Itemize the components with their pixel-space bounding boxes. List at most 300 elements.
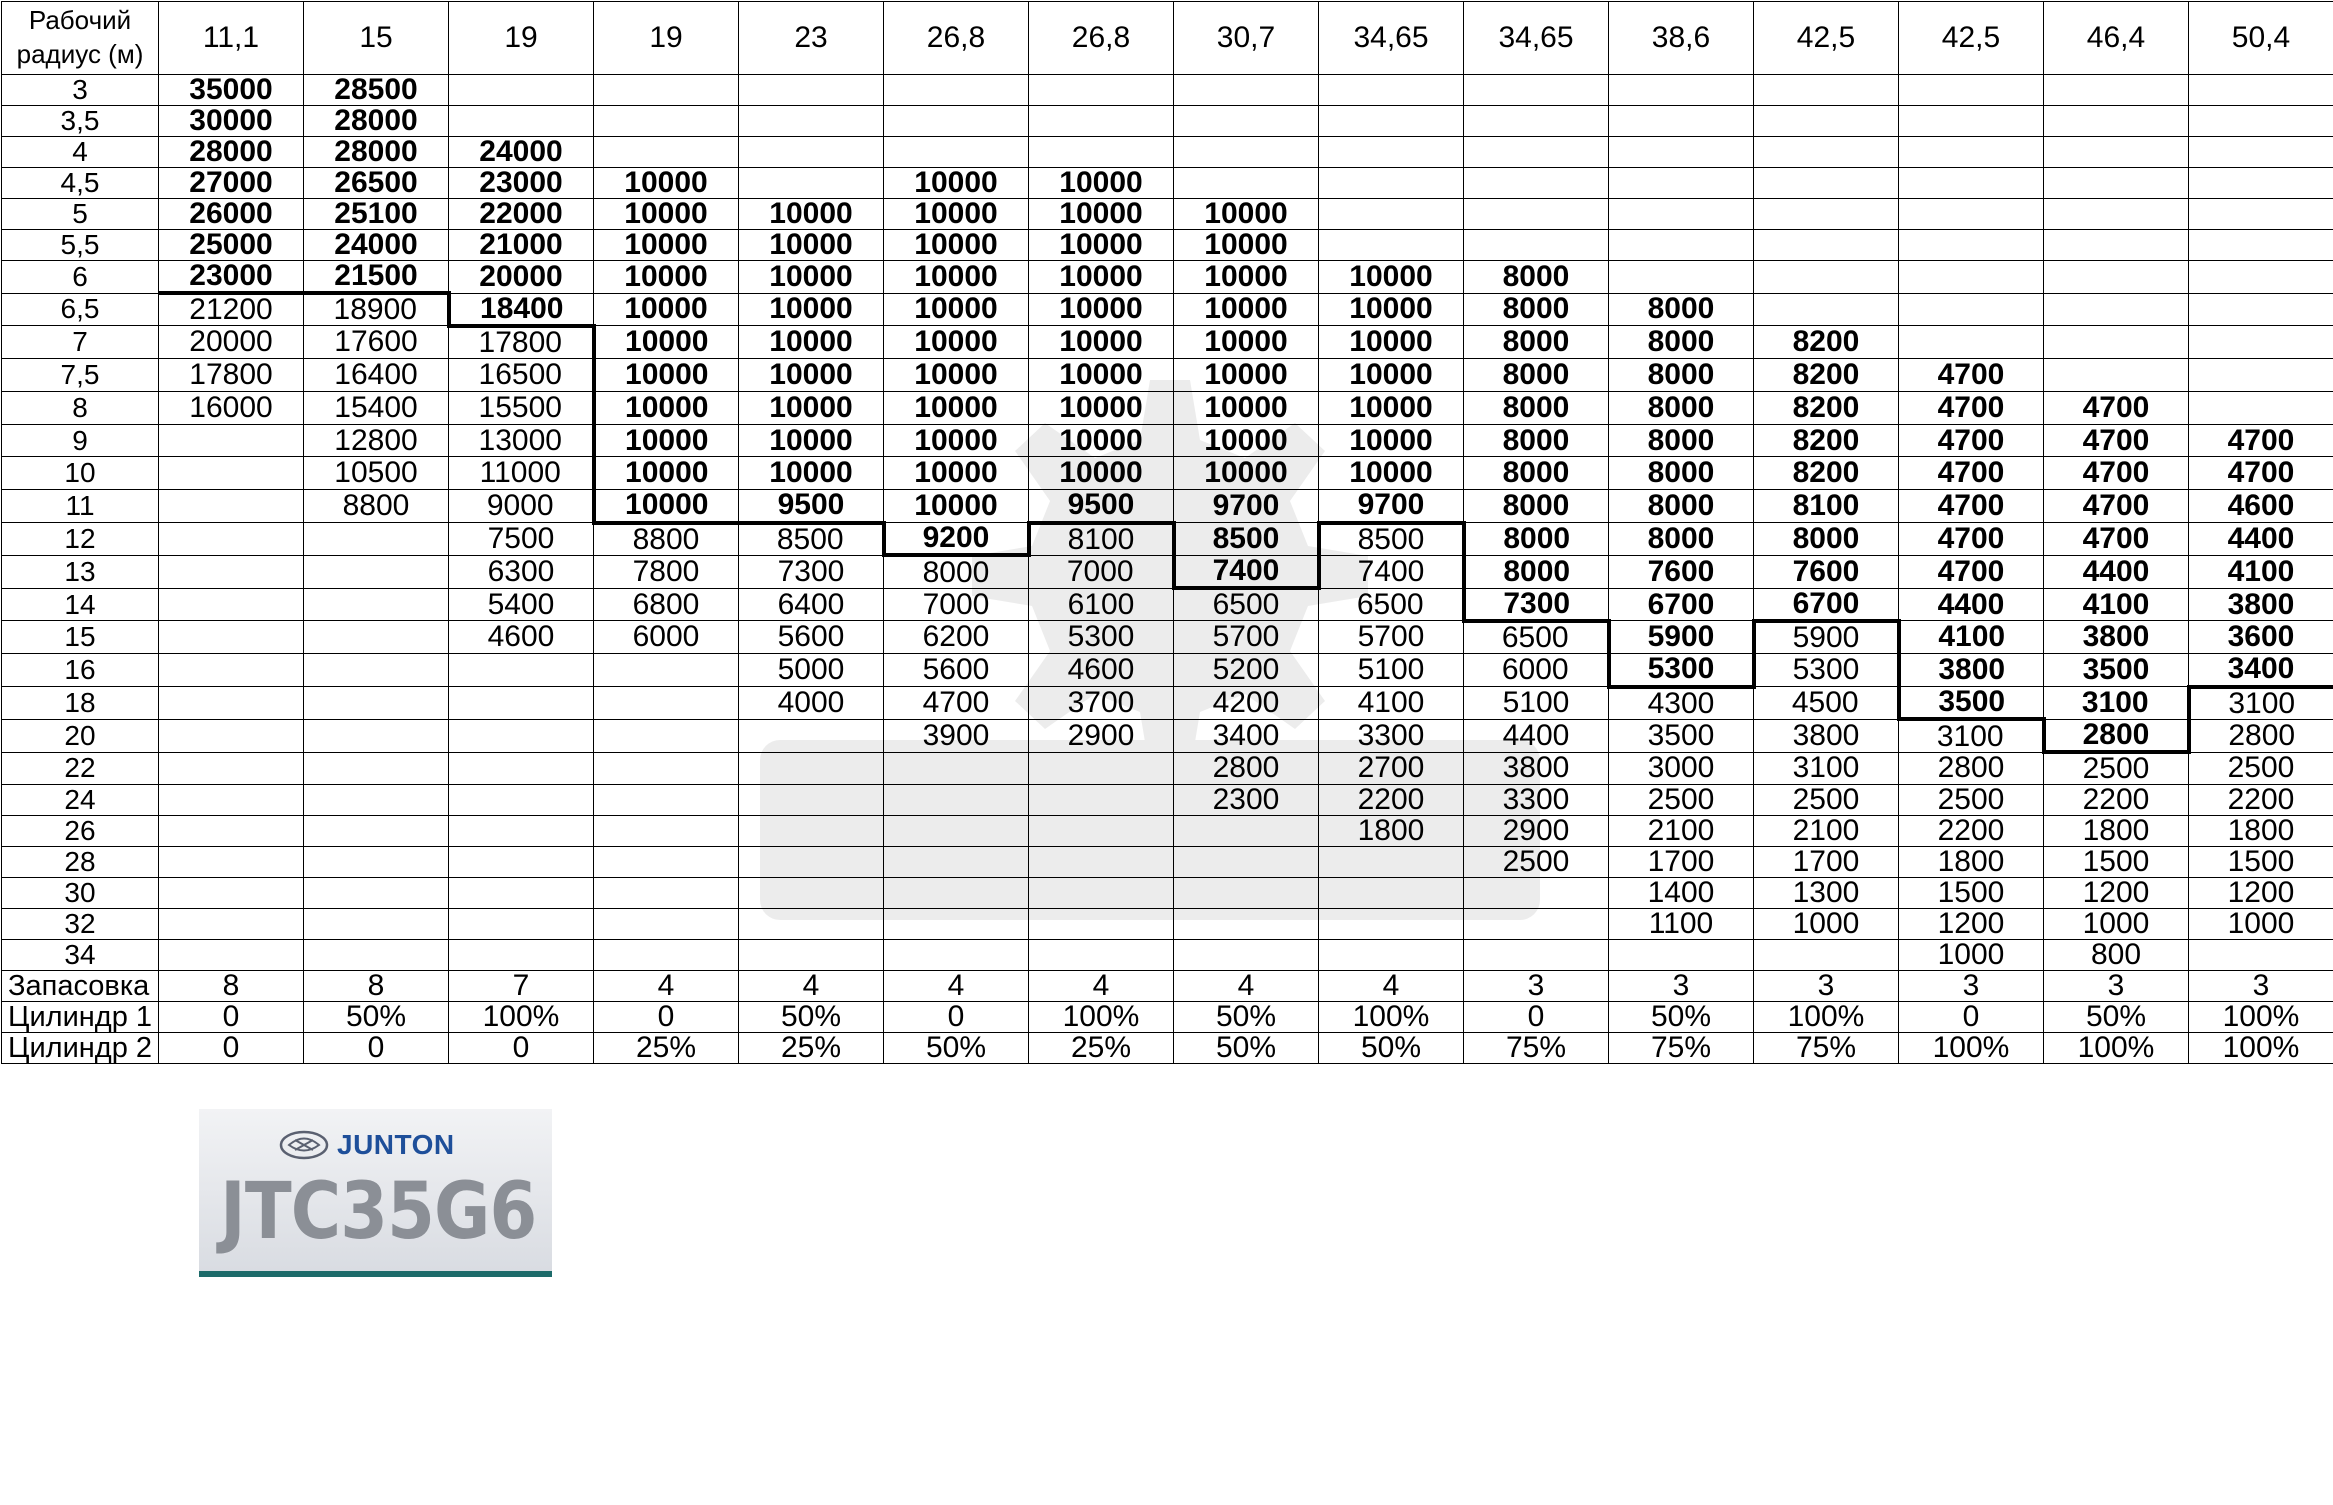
capacity-cell: 4700 xyxy=(1899,391,2044,424)
table-row xyxy=(2,490,2333,523)
capacity-cell xyxy=(594,785,739,816)
capacity-cell: 4700 xyxy=(1899,490,2044,523)
capacity-cell: 10000 xyxy=(739,359,884,392)
capacity-cell: 2200 xyxy=(1319,785,1464,816)
capacity-cell xyxy=(1899,75,2044,106)
capacity-cell: 4700 xyxy=(1899,523,2044,556)
capacity-cell: 1000 xyxy=(1754,909,1899,940)
capacity-cell: 9200 xyxy=(884,523,1029,556)
capacity-cell: 1700 xyxy=(1609,847,1754,878)
footer-label: Запасовка xyxy=(2,971,159,1002)
capacity-cell xyxy=(884,106,1029,137)
capacity-cell: 17800 xyxy=(159,359,304,392)
footer-cell: 100% xyxy=(2189,1002,2333,1033)
capacity-cell: 9000 xyxy=(449,490,594,523)
boom-length-header: 46,4 xyxy=(2044,2,2189,75)
capacity-cell xyxy=(1899,199,2044,230)
capacity-cell: 4700 xyxy=(2044,523,2189,556)
capacity-cell: 4700 xyxy=(2044,391,2189,424)
capacity-cell xyxy=(1029,137,1174,168)
radius-cell: 7 xyxy=(2,326,159,359)
capacity-cell: 10000 xyxy=(739,391,884,424)
radius-cell: 4,5 xyxy=(2,168,159,199)
capacity-cell: 6200 xyxy=(884,621,1029,654)
capacity-cell: 4700 xyxy=(1899,424,2044,457)
capacity-cell xyxy=(1174,816,1319,847)
capacity-cell: 17600 xyxy=(304,326,449,359)
capacity-cell: 8000 xyxy=(1464,424,1609,457)
capacity-cell: 4600 xyxy=(1029,654,1174,687)
footer-cell: 75% xyxy=(1609,1033,1754,1064)
capacity-cell: 10000 xyxy=(1319,359,1464,392)
capacity-cell: 10000 xyxy=(594,359,739,392)
capacity-cell: 4500 xyxy=(1754,687,1899,720)
capacity-cell: 2800 xyxy=(1899,752,2044,785)
capacity-cell: 8800 xyxy=(594,523,739,556)
capacity-cell xyxy=(594,719,739,752)
capacity-cell: 1800 xyxy=(2189,816,2333,847)
logo-brand-row xyxy=(279,1127,455,1163)
capacity-cell: 3800 xyxy=(2189,588,2333,621)
table-row xyxy=(2,230,2333,261)
capacity-cell: 6500 xyxy=(1464,621,1609,654)
capacity-cell: 10000 xyxy=(1174,359,1319,392)
capacity-cell xyxy=(594,909,739,940)
capacity-cell xyxy=(2044,359,2189,392)
capacity-cell: 5200 xyxy=(1174,654,1319,687)
capacity-cell xyxy=(594,816,739,847)
capacity-cell xyxy=(304,523,449,556)
capacity-cell: 3800 xyxy=(1899,654,2044,687)
capacity-cell: 10000 xyxy=(1319,424,1464,457)
capacity-cell: 10000 xyxy=(1319,326,1464,359)
capacity-cell xyxy=(304,847,449,878)
boom-length-header: 34,65 xyxy=(1464,2,1609,75)
capacity-cell xyxy=(2189,137,2333,168)
capacity-cell: 4600 xyxy=(2189,490,2333,523)
capacity-cell: 7400 xyxy=(1174,555,1319,588)
capacity-cell xyxy=(449,687,594,720)
capacity-cell: 3400 xyxy=(2189,654,2333,687)
capacity-cell: 3300 xyxy=(1319,719,1464,752)
capacity-cell: 10000 xyxy=(884,293,1029,326)
capacity-cell: 20000 xyxy=(159,326,304,359)
capacity-cell xyxy=(1029,785,1174,816)
footer-cell: 3 xyxy=(1464,971,1609,1002)
capacity-cell: 9700 xyxy=(1319,490,1464,523)
table-row xyxy=(2,326,2333,359)
capacity-cell xyxy=(1899,293,2044,326)
capacity-cell: 7000 xyxy=(884,588,1029,621)
logo-model-text: JTC35G6 xyxy=(220,1167,537,1257)
capacity-cell: 25000 xyxy=(159,230,304,261)
footer-cell: 3 xyxy=(2044,971,2189,1002)
footer-cell: 3 xyxy=(1609,971,1754,1002)
capacity-cell: 1000 xyxy=(2189,909,2333,940)
capacity-cell: 5300 xyxy=(1754,654,1899,687)
capacity-cell: 8000 xyxy=(1464,555,1609,588)
boom-length-header: 26,8 xyxy=(884,2,1029,75)
radius-cell: 9 xyxy=(2,424,159,457)
capacity-cell: 8000 xyxy=(1464,523,1609,556)
capacity-cell xyxy=(739,940,884,971)
capacity-cell: 1500 xyxy=(2044,847,2189,878)
footer-cell: 100% xyxy=(2044,1033,2189,1064)
capacity-cell xyxy=(1174,137,1319,168)
capacity-cell xyxy=(1609,106,1754,137)
capacity-cell: 4700 xyxy=(2044,457,2189,490)
capacity-cell: 4400 xyxy=(1464,719,1609,752)
table-row xyxy=(2,199,2333,230)
capacity-cell: 10000 xyxy=(884,230,1029,261)
capacity-cell xyxy=(159,588,304,621)
boom-length-header: 50,4 xyxy=(2189,2,2333,75)
footer-cell: 8 xyxy=(159,971,304,1002)
capacity-cell xyxy=(884,909,1029,940)
footer-cell: 4 xyxy=(1029,971,1174,1002)
capacity-cell: 10000 xyxy=(884,168,1029,199)
footer-cell: 25% xyxy=(594,1033,739,1064)
capacity-cell xyxy=(739,168,884,199)
table-row xyxy=(2,752,2333,785)
capacity-cell xyxy=(159,752,304,785)
footer-cell: 3 xyxy=(1754,971,1899,1002)
capacity-cell xyxy=(1174,168,1319,199)
radius-cell: 14 xyxy=(2,588,159,621)
capacity-cell xyxy=(1319,106,1464,137)
radius-cell: 5 xyxy=(2,199,159,230)
capacity-cell xyxy=(884,878,1029,909)
capacity-cell xyxy=(1029,940,1174,971)
table-row xyxy=(2,391,2333,424)
capacity-cell xyxy=(304,687,449,720)
table-row xyxy=(2,719,2333,752)
capacity-cell xyxy=(1464,75,1609,106)
capacity-cell: 5300 xyxy=(1029,621,1174,654)
capacity-cell xyxy=(2044,168,2189,199)
capacity-cell: 5600 xyxy=(739,621,884,654)
footer-cell: 100% xyxy=(1319,1002,1464,1033)
radius-cell: 6 xyxy=(2,261,159,294)
capacity-cell: 7600 xyxy=(1609,555,1754,588)
radius-cell: 10 xyxy=(2,457,159,490)
capacity-cell xyxy=(2044,199,2189,230)
capacity-cell: 1800 xyxy=(1899,847,2044,878)
capacity-cell: 10000 xyxy=(884,424,1029,457)
capacity-cell xyxy=(304,909,449,940)
capacity-cell: 10000 xyxy=(1029,168,1174,199)
capacity-cell xyxy=(594,654,739,687)
capacity-cell: 5700 xyxy=(1174,621,1319,654)
junton-emblem-icon xyxy=(279,1130,329,1160)
capacity-cell: 5900 xyxy=(1609,621,1754,654)
capacity-cell xyxy=(1319,940,1464,971)
capacity-cell xyxy=(1899,261,2044,294)
radius-cell: 7,5 xyxy=(2,359,159,392)
table-row xyxy=(2,168,2333,199)
capacity-cell: 6500 xyxy=(1174,588,1319,621)
footer-cell: 8 xyxy=(304,971,449,1002)
capacity-cell: 1400 xyxy=(1609,878,1754,909)
capacity-cell xyxy=(1899,168,2044,199)
capacity-cell xyxy=(2189,391,2333,424)
capacity-cell: 10000 xyxy=(594,424,739,457)
capacity-cell xyxy=(304,816,449,847)
capacity-cell xyxy=(2189,75,2333,106)
capacity-cell: 8000 xyxy=(1609,391,1754,424)
capacity-cell xyxy=(449,909,594,940)
capacity-cell: 10000 xyxy=(594,326,739,359)
capacity-cell: 4400 xyxy=(2189,523,2333,556)
capacity-cell: 10000 xyxy=(1174,457,1319,490)
capacity-cell: 10000 xyxy=(1319,391,1464,424)
capacity-cell xyxy=(1464,878,1609,909)
capacity-cell xyxy=(304,555,449,588)
capacity-cell: 28000 xyxy=(304,106,449,137)
capacity-cell xyxy=(2044,230,2189,261)
capacity-cell: 5600 xyxy=(884,654,1029,687)
capacity-cell: 6700 xyxy=(1609,588,1754,621)
capacity-cell xyxy=(594,847,739,878)
capacity-cell xyxy=(1029,106,1174,137)
capacity-cell xyxy=(594,137,739,168)
capacity-cell: 2700 xyxy=(1319,752,1464,785)
capacity-cell: 7500 xyxy=(449,523,594,556)
capacity-cell: 10000 xyxy=(1029,457,1174,490)
capacity-cell: 1200 xyxy=(1899,909,2044,940)
capacity-cell: 3800 xyxy=(2044,621,2189,654)
capacity-cell xyxy=(1319,137,1464,168)
capacity-cell xyxy=(304,878,449,909)
capacity-cell: 10000 xyxy=(594,490,739,523)
footer-cell: 0 xyxy=(159,1002,304,1033)
capacity-cell: 23000 xyxy=(159,261,304,294)
capacity-cell: 10000 xyxy=(884,391,1029,424)
capacity-cell xyxy=(1754,75,1899,106)
table-row xyxy=(2,654,2333,687)
capacity-cell: 16000 xyxy=(159,391,304,424)
capacity-cell xyxy=(594,940,739,971)
footer-cell: 25% xyxy=(739,1033,884,1064)
footer-cell: 100% xyxy=(2189,1033,2333,1064)
capacity-cell: 10000 xyxy=(594,230,739,261)
capacity-cell: 2800 xyxy=(2044,719,2189,752)
capacity-cell: 2800 xyxy=(2189,719,2333,752)
capacity-cell xyxy=(2189,261,2333,294)
capacity-cell xyxy=(1754,293,1899,326)
capacity-cell: 8200 xyxy=(1754,424,1899,457)
capacity-cell: 10000 xyxy=(1174,230,1319,261)
capacity-cell xyxy=(159,654,304,687)
capacity-cell xyxy=(449,785,594,816)
footer-cell: 50% xyxy=(884,1033,1029,1064)
radius-cell: 18 xyxy=(2,687,159,720)
capacity-cell xyxy=(739,909,884,940)
capacity-cell: 3300 xyxy=(1464,785,1609,816)
capacity-cell xyxy=(1609,137,1754,168)
capacity-cell xyxy=(1174,847,1319,878)
capacity-cell xyxy=(739,785,884,816)
capacity-cell: 4300 xyxy=(1609,687,1754,720)
capacity-cell xyxy=(1609,940,1754,971)
capacity-cell: 10000 xyxy=(884,359,1029,392)
capacity-cell xyxy=(449,752,594,785)
boom-length-header: 15 xyxy=(304,2,449,75)
capacity-cell: 4100 xyxy=(1899,621,2044,654)
radius-header-label: Рабочий радиус (м) xyxy=(2,2,159,75)
capacity-cell: 7400 xyxy=(1319,555,1464,588)
capacity-cell: 10000 xyxy=(739,326,884,359)
capacity-cell xyxy=(884,816,1029,847)
capacity-cell xyxy=(884,940,1029,971)
capacity-cell: 10000 xyxy=(1319,293,1464,326)
radius-cell: 3,5 xyxy=(2,106,159,137)
table-row xyxy=(2,555,2333,588)
capacity-cell xyxy=(2189,293,2333,326)
capacity-cell: 8100 xyxy=(1029,523,1174,556)
table-row xyxy=(2,137,2333,168)
radius-cell: 6,5 xyxy=(2,293,159,326)
capacity-cell xyxy=(2189,106,2333,137)
capacity-cell: 8000 xyxy=(1464,457,1609,490)
capacity-cell: 4700 xyxy=(1899,555,2044,588)
header-row xyxy=(2,2,2333,75)
capacity-cell: 8000 xyxy=(1464,391,1609,424)
capacity-cell: 3100 xyxy=(2189,687,2333,720)
capacity-cell: 10000 xyxy=(1029,326,1174,359)
capacity-cell xyxy=(1319,909,1464,940)
capacity-cell xyxy=(2189,199,2333,230)
capacity-cell xyxy=(1754,940,1899,971)
boom-length-header: 34,65 xyxy=(1319,2,1464,75)
capacity-cell xyxy=(2044,106,2189,137)
capacity-cell xyxy=(1174,940,1319,971)
capacity-cell xyxy=(1319,168,1464,199)
capacity-cell: 4700 xyxy=(1899,359,2044,392)
footer-cell: 0 xyxy=(449,1033,594,1064)
capacity-cell: 10000 xyxy=(739,293,884,326)
capacity-cell xyxy=(1464,168,1609,199)
capacity-cell: 10000 xyxy=(594,168,739,199)
footer-cell: 50% xyxy=(1609,1002,1754,1033)
capacity-cell xyxy=(1899,137,2044,168)
capacity-cell: 6700 xyxy=(1754,588,1899,621)
capacity-cell xyxy=(1029,816,1174,847)
footer-cell: 0 xyxy=(1464,1002,1609,1033)
capacity-cell xyxy=(159,424,304,457)
capacity-cell: 1500 xyxy=(1899,878,2044,909)
capacity-cell: 8000 xyxy=(1464,326,1609,359)
capacity-cell: 2500 xyxy=(1609,785,1754,816)
capacity-cell xyxy=(159,687,304,720)
capacity-cell xyxy=(1609,230,1754,261)
footer-row xyxy=(2,1002,2333,1033)
capacity-cell xyxy=(1754,199,1899,230)
capacity-cell: 2500 xyxy=(2189,752,2333,785)
capacity-cell: 12800 xyxy=(304,424,449,457)
footer-cell: 75% xyxy=(1754,1033,1899,1064)
capacity-cell xyxy=(159,878,304,909)
capacity-cell xyxy=(1029,752,1174,785)
capacity-cell xyxy=(739,878,884,909)
capacity-cell xyxy=(739,75,884,106)
table-row xyxy=(2,261,2333,294)
table-row xyxy=(2,588,2333,621)
capacity-cell xyxy=(304,785,449,816)
capacity-cell: 1300 xyxy=(1754,878,1899,909)
capacity-cell xyxy=(1754,106,1899,137)
capacity-cell: 8800 xyxy=(304,490,449,523)
capacity-cell: 10000 xyxy=(594,293,739,326)
capacity-cell: 9700 xyxy=(1174,490,1319,523)
capacity-cell: 27000 xyxy=(159,168,304,199)
capacity-cell: 10000 xyxy=(1029,199,1174,230)
capacity-cell xyxy=(1464,137,1609,168)
capacity-cell: 5700 xyxy=(1319,621,1464,654)
capacity-cell: 16400 xyxy=(304,359,449,392)
capacity-cell: 3400 xyxy=(1174,719,1319,752)
capacity-cell: 10000 xyxy=(1174,199,1319,230)
capacity-cell: 2900 xyxy=(1464,816,1609,847)
capacity-cell: 10000 xyxy=(1029,391,1174,424)
capacity-cell xyxy=(2189,326,2333,359)
capacity-cell: 21000 xyxy=(449,230,594,261)
capacity-cell xyxy=(1464,199,1609,230)
capacity-cell xyxy=(304,940,449,971)
capacity-cell: 8000 xyxy=(1464,293,1609,326)
capacity-cell: 3800 xyxy=(1754,719,1899,752)
capacity-cell: 10000 xyxy=(739,424,884,457)
capacity-cell: 20000 xyxy=(449,261,594,294)
capacity-cell: 2200 xyxy=(2189,785,2333,816)
capacity-cell xyxy=(449,878,594,909)
capacity-cell xyxy=(739,816,884,847)
capacity-cell xyxy=(304,588,449,621)
capacity-cell: 10000 xyxy=(884,457,1029,490)
footer-cell: 4 xyxy=(1174,971,1319,1002)
capacity-cell: 6800 xyxy=(594,588,739,621)
capacity-cell xyxy=(1319,199,1464,230)
capacity-cell xyxy=(884,847,1029,878)
capacity-cell xyxy=(884,137,1029,168)
capacity-cell xyxy=(1319,230,1464,261)
capacity-cell: 3500 xyxy=(1899,687,2044,720)
capacity-cell xyxy=(1609,261,1754,294)
capacity-cell: 28500 xyxy=(304,75,449,106)
capacity-cell xyxy=(1174,878,1319,909)
capacity-cell: 10000 xyxy=(884,261,1029,294)
capacity-cell: 8000 xyxy=(1609,326,1754,359)
capacity-cell: 2500 xyxy=(1754,785,1899,816)
capacity-cell: 4600 xyxy=(449,621,594,654)
capacity-cell: 3600 xyxy=(2189,621,2333,654)
capacity-cell: 3100 xyxy=(1754,752,1899,785)
table-row xyxy=(2,621,2333,654)
capacity-cell xyxy=(159,816,304,847)
capacity-cell xyxy=(304,654,449,687)
table-row xyxy=(2,847,2333,878)
capacity-cell: 24000 xyxy=(304,230,449,261)
capacity-cell xyxy=(159,847,304,878)
footer-cell: 7 xyxy=(449,971,594,1002)
capacity-cell xyxy=(1319,878,1464,909)
capacity-cell: 6000 xyxy=(594,621,739,654)
capacity-cell xyxy=(449,75,594,106)
capacity-cell: 3100 xyxy=(2044,687,2189,720)
capacity-cell: 1200 xyxy=(2189,878,2333,909)
capacity-cell: 7000 xyxy=(1029,555,1174,588)
capacity-cell: 10000 xyxy=(1174,391,1319,424)
